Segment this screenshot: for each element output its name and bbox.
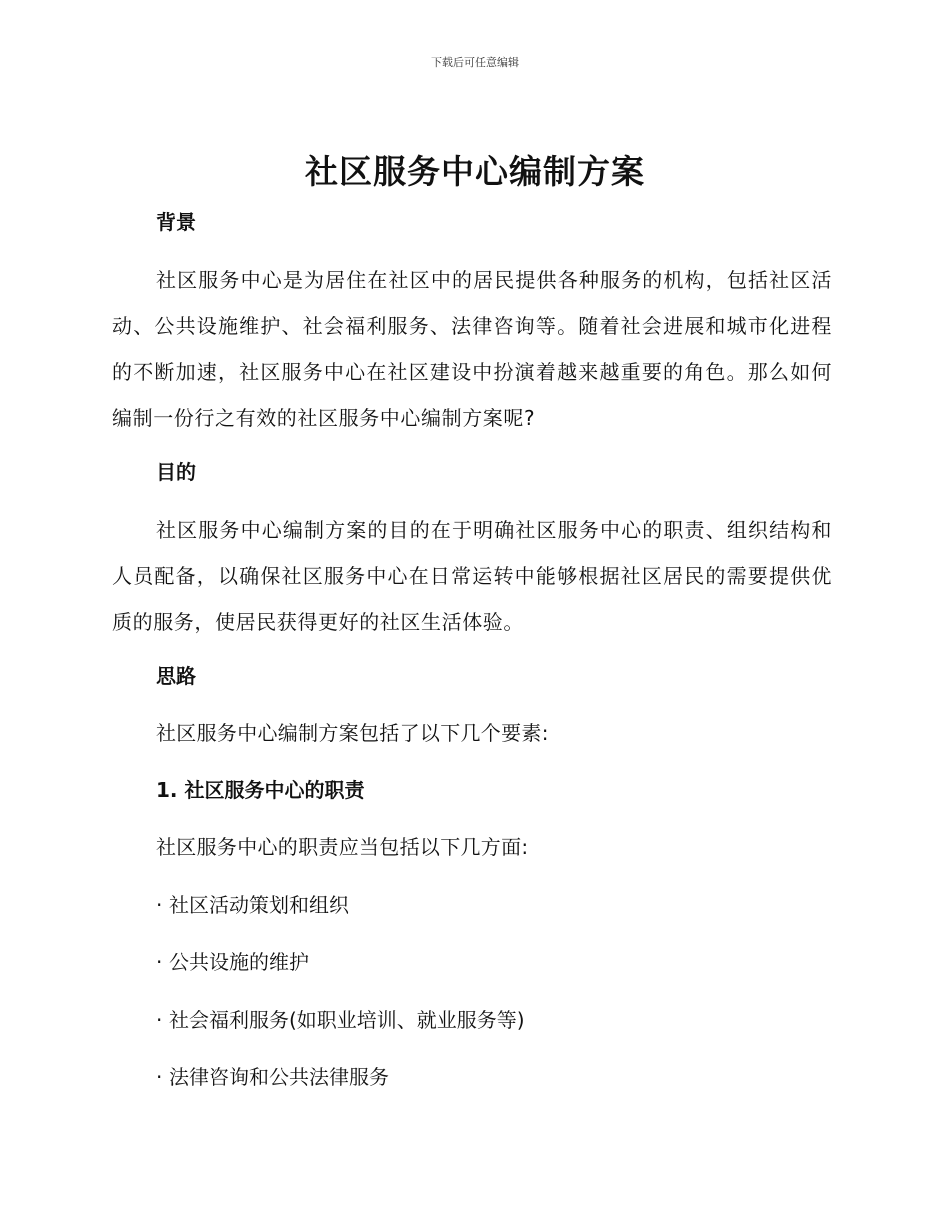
- list-item-text: 法律咨询和公共法律服务: [169, 1065, 389, 1089]
- section-heading-purpose: 目的: [156, 460, 196, 484]
- section-body-background: 社区服务中心是为居住在社区中的居民提供各种服务的机构，包括社区活动、公共设施维护、社会福利服务、法律咨询等。随着社会进展和城市化进程的不断加速，社区服务中心在社区建设中扮演着越来越重要的角色。那么如何编制一份行之有效的社区服务中心编制方案呢?: [112, 268, 832, 430]
- section-heading-background: 背景: [156, 210, 196, 234]
- bullet-icon: ·: [156, 950, 163, 974]
- list-item-text: 社区活动策划和组织: [169, 893, 349, 917]
- section-heading-approach: 思路: [156, 664, 196, 688]
- document-title: 社区服务中心编制方案: [305, 152, 645, 191]
- bullet-icon: ·: [156, 1008, 163, 1032]
- subsection-heading-duties: 1. 社区服务中心的职责: [156, 778, 365, 802]
- bullet-icon: ·: [156, 1065, 163, 1089]
- section-body-purpose: 社区服务中心编制方案的目的在于明确社区服务中心的职责、组织结构和人员配备，以确保社区服务中心在日常运转中能够根据社区居民的需要提供优质的服务，使居民获得更好的社区生活体验。: [112, 518, 832, 634]
- bullet-icon: ·: [156, 893, 163, 917]
- header-note: 下载后可任意编辑: [431, 56, 519, 69]
- list-item: [156, 1063, 389, 1091]
- list-item-text: 公共设施的维护: [169, 950, 309, 974]
- list-item: [156, 891, 349, 919]
- section-body-approach: 社区服务中心编制方案包括了以下几个要素:: [156, 721, 549, 745]
- list-item-text: 社会福利服务(如职业培训、就业服务等): [169, 1008, 525, 1032]
- list-item: [156, 948, 309, 976]
- subsection-intro: 社区服务中心的职责应当包括以下几方面:: [156, 835, 529, 859]
- list-item: [156, 1006, 525, 1034]
